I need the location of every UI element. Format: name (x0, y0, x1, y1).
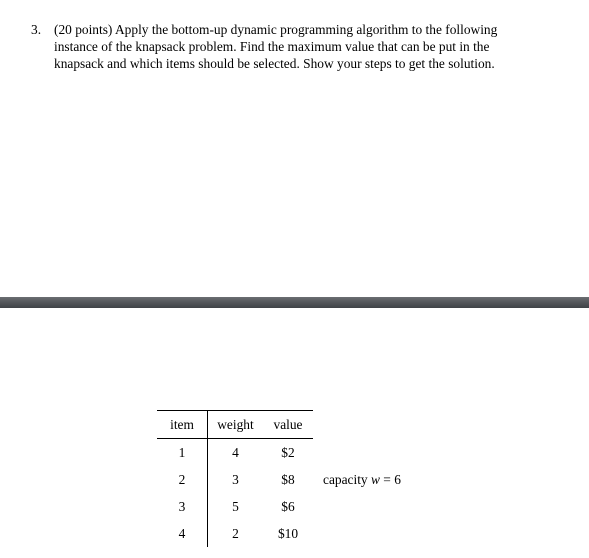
cell-weight: 4 (232, 444, 239, 460)
header-weight: weight (208, 411, 264, 439)
capacity-label (323, 472, 401, 488)
question-line: (20 points) Apply the bottom-up dynamic programming algorithm to the following (54, 22, 498, 37)
question-line: instance of the knapsack problem. Find the maximum value that can be put in the (54, 39, 490, 54)
capacity-text: capacity (323, 472, 368, 487)
table-row (157, 439, 313, 467)
cell-item: 3 (157, 493, 208, 520)
cell-weight: 5 (232, 498, 239, 514)
header-value: value (263, 411, 313, 439)
table-row (157, 493, 313, 520)
cell-item: 4 (157, 520, 208, 547)
table-row (157, 466, 313, 493)
capacity-value: 6 (394, 472, 401, 487)
question-line: knapsack and which items should be selected. Show your steps to get the solution. (54, 56, 495, 71)
cell-value: $10 (277, 525, 299, 541)
cell-weight: 3 (232, 471, 239, 487)
question-block (31, 21, 551, 72)
table-row (157, 520, 313, 547)
capacity-variable: w (370, 472, 380, 487)
table-header-row (157, 411, 313, 439)
question-number: 3. (31, 22, 42, 37)
page-divider (0, 297, 589, 308)
cell-item: 2 (157, 466, 208, 493)
capacity-equals: = (383, 472, 391, 487)
header-item: item (157, 411, 208, 439)
question-text (54, 21, 551, 72)
cell-value: $6 (281, 498, 295, 514)
cell-value: $8 (281, 471, 295, 487)
cell-weight: 2 (232, 525, 239, 541)
knapsack-table (157, 410, 313, 547)
cell-value: $2 (281, 444, 295, 460)
cell-item: 1 (157, 439, 208, 467)
